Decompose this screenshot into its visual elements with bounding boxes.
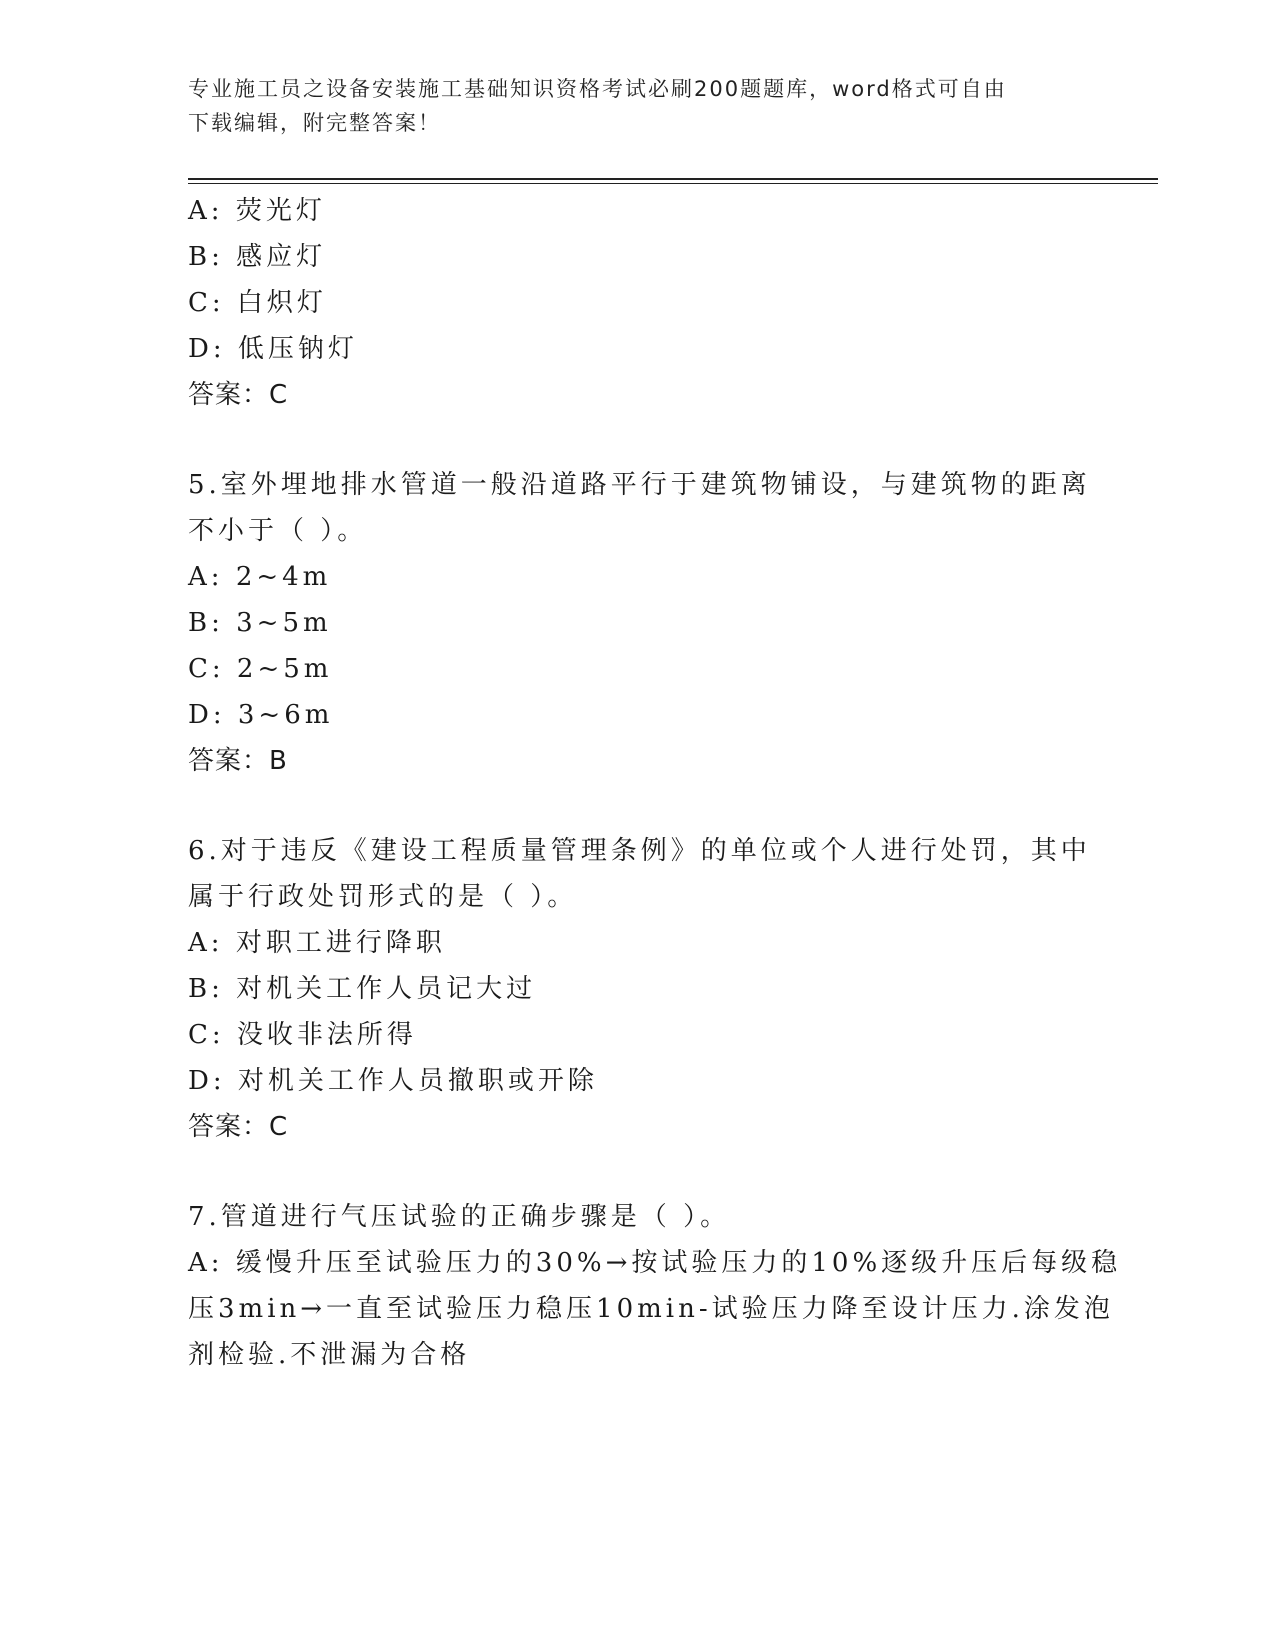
header-divider-thick [188,178,1158,180]
option-b: B: 3~5m [188,608,332,638]
question-text: 5.室外埋地排水管道一般沿道路平行于建筑物铺设，与建筑物的距离 [188,470,1091,500]
question-text-cont: 属于行政处罚形式的是（ ）。 [188,882,578,912]
option-a: A: 2~4m [188,562,332,592]
document-header [188,72,1088,140]
header-divider-thin [188,183,1158,184]
question-7 [188,1194,1122,1378]
option-b: B: 对机关工作人员记大过 [188,974,537,1004]
option-a-cont: 压3min→一直至试验压力稳压10min-试验压力降至设计压力.涂发泡 [188,1294,1114,1324]
question-text: 7.管道进行气压试验的正确步骤是（ ）。 [188,1202,731,1232]
option-c: C: 没收非法所得 [188,1020,417,1050]
option-d: D: 低压钠灯 [188,334,358,364]
option-d: D: 3~6m [188,700,334,730]
option-a-cont: 剂检验.不泄漏为合格 [188,1340,471,1370]
question-content [188,188,1122,1378]
option-d: D: 对机关工作人员撤职或开除 [188,1066,598,1096]
answer: 答案：C [188,380,289,410]
option-b: B: 感应灯 [188,242,327,272]
answer: 答案：B [188,746,288,776]
question-text: 6.对于违反《建设工程质量管理条例》的单位或个人进行处罚，其中 [188,836,1091,866]
option-a: A: 对职工进行降职 [188,928,446,958]
header-line-2: 下载编辑，附完整答案！ [188,111,441,135]
answer: 答案：C [188,1112,289,1142]
option-c: C: 2~5m [188,654,333,684]
question-6 [188,828,1091,1150]
option-a: A: 缓慢升压至试验压力的30%→按试验压力的10%逐级升压后每级稳 [188,1248,1122,1278]
question-text-cont: 不小于（ ）。 [188,516,368,546]
question-4-tail [188,188,1068,418]
header-line-1: 专业施工员之设备安装施工基础知识资格考试必刷200题题库，word格式可自由 [188,77,1007,101]
option-a: A: 荧光灯 [188,196,326,226]
question-5 [188,462,1091,784]
option-c: C: 白炽灯 [188,288,327,318]
